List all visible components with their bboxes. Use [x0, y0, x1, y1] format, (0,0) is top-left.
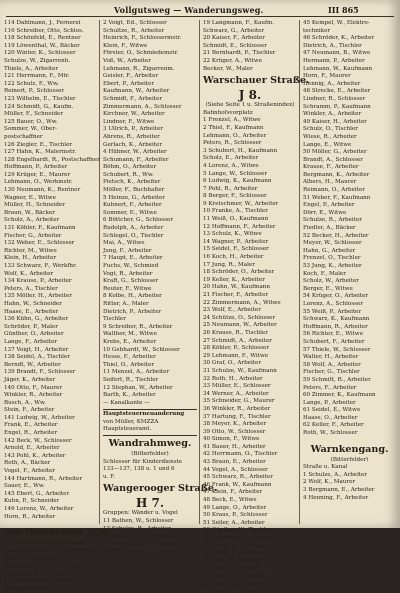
directory-entry: Tischler — [103, 316, 126, 323]
directory-entry: 114 Dahlmann, J., Fernerei — [4, 20, 81, 26]
directory-entry: 51 Weber, F., Kaufmann — [303, 194, 371, 201]
directory-entry: 10 Franke, A., Tischler — [203, 208, 268, 215]
directory-entry: 143 Pohl, K., Arbeiter — [4, 452, 66, 459]
directory-entry: 40 Simon, F., Witwe — [203, 436, 260, 443]
directory-entry: Hahn, W., Schneider — [4, 300, 62, 307]
directory-entry: Mai, A., Witwe — [103, 240, 145, 247]
header-rule — [6, 16, 394, 17]
directory-entry: 61 Seidel, E., Witwe — [303, 407, 361, 414]
directory-entry: 1 Schulze, A., Arbeiter — [303, 471, 368, 478]
directory-entry: 36 Winkler, R., Arbeiter — [203, 405, 271, 412]
directory-entry: 14 Wagner, P., Arbeiter — [203, 238, 269, 245]
directory-entry: 142 Beck, W., Schlosser — [4, 437, 72, 444]
directory-entry: Ahrens, R., Arbeiter — [103, 133, 160, 140]
directory-entry: Rechnungsrat F — [4, 585, 50, 592]
directory-entry: Arnold, E., Arbeiter — [4, 445, 60, 452]
directory-entry: 5 Lange, W., Schlosser — [203, 170, 267, 177]
directory-entry: 2 Thiel, F., Kaufmann — [203, 124, 264, 131]
directory-entry: 7 Haupt, E., Arbeiter — [103, 255, 163, 262]
street-map-grid-ref: J 8. — [238, 88, 262, 103]
directory-entry: Dietrich, P., Arbeiter — [103, 308, 162, 315]
directory-entry: 50 Möller, G., Arbeiter — [303, 149, 367, 156]
directory-entry: 46 Frank, W., Kaufmann — [203, 481, 272, 488]
directory-entry: 52 Günther, W., Tischler — [203, 527, 272, 534]
notice-name: Hauptsteuerneuanderung — [103, 411, 185, 418]
directory-entry: Winkler, R., Arbeiter — [4, 392, 63, 399]
directory-entry: Förster, O., Schmiedemstr. — [103, 50, 179, 57]
directory-entry: Lehmann, O., Arbeiter — [203, 132, 267, 139]
directory-entry: Haase, O., Arbeiter — [303, 414, 358, 421]
directory-entry: 56 Jahn, O., Arbeiter — [203, 557, 262, 564]
directory-entry: 1 Frenzel, A., Witwe — [203, 117, 261, 124]
directory-entry: Becker, W., Maler — [203, 65, 253, 72]
directory-entry: 8 Kolbe, H., Arbeiter — [103, 293, 162, 300]
directory-entry: Haase, E., Arbeiter — [4, 308, 59, 315]
directory-entry: 39 Otto, W., Schlosser — [203, 428, 266, 435]
directory-entry: 146 Lorenz, W., Arbeiter — [4, 506, 74, 512]
directory-entry: 27 Schmidt, A., Arbeiter — [203, 337, 272, 344]
entry-list — [203, 110, 297, 588]
directory-entry: 43 Braun, E., Arbeiter — [203, 459, 266, 466]
directory-entry: Schmidt, E., Schlosser — [203, 42, 267, 49]
directory-entry: Scholz, W., Arbeiter — [303, 278, 359, 285]
directory-entry: Schubert, R., Ww. — [103, 171, 154, 178]
directory-entry: Lange, F., Arbeiter — [4, 338, 58, 345]
directory-entry: 31 Schulze, W., Kaufmann — [203, 367, 277, 374]
directory-entry: Kaufmann, W., Arbeiter — [103, 88, 170, 95]
directory-entry: Lehmann, R., Zigarrenm. — [103, 65, 175, 72]
directory-entry: Meyer, W., Schlosser — [303, 240, 362, 247]
directory-entry: Albers, H., Maurer — [303, 179, 357, 186]
directory-entry: 4 Hübner, W., Arbeiter — [103, 149, 167, 156]
directory-entry: Busch, A., Ww. — [4, 399, 46, 406]
directory-entry: 13 Dahl, F., Postschaffner — [103, 533, 176, 540]
directory-entry: Frank, E., Arbeiter — [4, 422, 58, 429]
directory-entry: Peters, R., Schlosser — [203, 140, 262, 147]
directory-entry: 125 Bauer, O., Ww. — [4, 118, 58, 125]
directory-entry: Schwarz, K., Kaufmann — [303, 316, 370, 323]
directory-entry: Reinert, P., Schlosser — [4, 88, 65, 95]
directory-entry: 8 Berger, F., Schlosser — [203, 193, 267, 200]
directory-entry: 45 Kempel, W., Elektro- — [303, 20, 370, 26]
directory-entry: 30 Graf, O., Arbeiter — [203, 360, 262, 367]
street-heading-warnkengang: Warnkengang. — [310, 443, 389, 455]
directory-entry: Horn, F., Maurer — [303, 73, 351, 80]
directory-entry: Fischer, G., Tischler — [303, 369, 360, 376]
directory-entry: 51 Seiler, A., Arbeiter — [203, 519, 265, 526]
directory-entry: 9 Kretschmer, W., Arbeiter — [203, 200, 279, 207]
directory-entry: 2 Voigt, Ed., Schlosser — [103, 20, 167, 26]
directory-entry: Wolf, K., Arbeiter — [4, 270, 54, 277]
directory-entry: Scholz, A., Arbeiter — [4, 217, 60, 224]
directory-entry: 21 Fischer, F., Arbeiter — [203, 292, 269, 298]
directory-entry: 45 Schwarz, R., Arbeiter — [203, 474, 273, 481]
directory-entry: 50 Kraus, P., Schlosser — [203, 512, 268, 519]
directory-entry: 137 Voigt, H., Arbeiter — [4, 346, 69, 353]
directory-entry: Reuter, F., Witwe — [103, 285, 152, 292]
directory-entry: 47 Neumann, B., Witwe — [303, 50, 371, 57]
directory-entry: 124 Schmidt, G., Kaufm. — [4, 103, 74, 110]
column-divider — [299, 20, 300, 524]
directory-entry: 3 Ullrich, P., Arbeiter — [103, 126, 163, 133]
directory-entry: Pietsch, K., Arbeiter — [103, 179, 161, 186]
directory-entry: Fiedler, A., Bäcker — [303, 225, 356, 232]
directory-entry: 11 Bathen, W., Schlosser — [103, 518, 174, 525]
directory-entry: 53 Jung, K., Arbeiter — [303, 263, 362, 269]
directory-entry: 123 Wilhelm, E., Tischler — [4, 95, 76, 102]
directory-entry: Lindner, R., Schlosser — [303, 95, 366, 102]
directory-entry: 23 Wolf, E., Arbeiter — [203, 307, 261, 314]
directory-entry: 35 Schneider, G., Maurer — [203, 398, 275, 405]
directory-entry: Zimmermann, A., Schlosser — [103, 103, 182, 110]
directory-entry: Schumann, F., Arbeiter — [103, 156, 169, 163]
directory-entry: Schlosser 2. 8. u. Kreis — [4, 570, 70, 577]
directory-entry: Roth, W., Schlosser — [303, 430, 358, 437]
column-3 — [203, 20, 310, 587]
directory-entry: u. F. — [103, 473, 115, 480]
street-heading-note: (Bitterfelder) — [330, 456, 369, 463]
directory-entry: 59 Schmitt, R., Arbeiter — [303, 376, 371, 383]
directory-entry: Peters, F., Arbeiter — [303, 384, 357, 391]
directory-entry: Berger, E., Witwe — [303, 285, 353, 292]
directory-entry: Möller, F., Buchhalter — [103, 187, 165, 194]
directory-entry: 58 Wolf, A., Arbeiter — [303, 361, 361, 368]
directory-entry: Böhm, O., Arbeiter — [103, 164, 157, 171]
directory-entry: Lange, E., Witwe — [303, 141, 352, 148]
directory-entry: Hoffmann, P., Arbeiter — [4, 164, 68, 171]
directory-entry: Heinrich, F., Schlossermstr. — [103, 35, 182, 42]
directory-entry: Barth, K., Arbeiter — [103, 392, 156, 399]
directory-entry: Scholz, E., Arbeiter — [203, 155, 259, 162]
street-heading-wandrahmweg: Wandrahmweg. — [108, 438, 192, 450]
entry-list — [303, 20, 396, 438]
directory-entry: Richter, M., Witwe — [4, 247, 57, 254]
directory-entry: 17 Jung, R., Maler — [203, 261, 255, 268]
directory-entry: 119 Löwenthal, W., Bäcker — [4, 42, 80, 49]
directory-entry: Vogt, R., Arbeiter — [103, 270, 153, 277]
directory-entry: Ebert, P., Arbeiter — [103, 80, 155, 87]
directory-entry: Fuchs, W., Schmied — [103, 263, 159, 269]
directory-entry: 22 Krüger, A., Witwe — [203, 57, 263, 64]
directory-entry: Dietrich, A., Tischler — [303, 42, 362, 49]
directory-entry: 57 Thiele, W., Schlosser — [303, 346, 371, 353]
directory-entry: Müller, H., Schneider — [4, 202, 65, 209]
directory-entry: Thiele, A., Arbeiter — [4, 65, 59, 72]
directory-entry: Brandt, A., Schlosser — [303, 156, 363, 163]
directory-entry: Horn, R., Arbeiter — [4, 513, 56, 520]
directory-entry: 18 Schröder, O., Arbeiter — [203, 269, 275, 276]
entry-list — [103, 20, 197, 407]
directory-entry: 28 Köhler, P., Schlosser — [203, 345, 270, 352]
directory-entry: Günther, O., Arbeiter — [4, 331, 64, 338]
directory-entry: Kirchner, W., Arbeiter — [103, 111, 165, 118]
directory-entry: 20 Kaiser, F., Arbeiter — [203, 35, 265, 42]
directory-entry: 13 Schulz, K., Witwe — [203, 231, 262, 238]
street-heading-note: (Siehe Lietzenseebezirk) — [15, 540, 86, 547]
directory-entry: 11 Menzel, A., Arbeiter — [103, 369, 170, 376]
directory-entry: 44 Vogel, A., Schlosser — [203, 466, 268, 473]
directory-entry: 49 Lange, O., Arbeiter — [203, 504, 267, 511]
directory-entry: 144 Hartmann, R., Arbeiter — [4, 475, 83, 482]
street-heading-warschauer-strasse: Warschauer Straße. — [203, 75, 310, 87]
directory-entry: 132 Weber, E., Schlosser — [4, 240, 75, 247]
directory-entry: Schlosser für Kinderdienste — [103, 458, 183, 465]
directory-entry: 122 Schulz, F., Ww. — [4, 80, 59, 87]
directory-entry: 52 Becker, H., Arbeiter — [303, 232, 369, 239]
directory-entry: 32 Roth, H., Arbeiter — [203, 375, 263, 382]
directory-entry: 46 Schröder, K., Arbeiter — [303, 35, 375, 42]
directory-entry: Straße u. Kanal — [303, 464, 348, 471]
directory-entry: Ritter, A., Maler — [103, 300, 149, 307]
directory-entry: 141 Ludwig, W., Arbeiter — [4, 414, 75, 421]
directory-entry: 129 Krüger, E., Maurer — [4, 171, 71, 178]
directory-entry: 145 Ebert, G., Arbeiter — [4, 490, 70, 497]
directory-entry: 4 Henning, F., Arbeiter — [303, 494, 369, 501]
directory-entry: 140 Otto, F., Maurer — [4, 384, 63, 391]
directory-entry: 48 Strecke, E., Arbeiter — [303, 88, 371, 95]
directory-entry: Schwarz, G., Arbeiter — [203, 27, 265, 34]
column-divider — [199, 20, 200, 524]
street-heading-wangerooger-strasse: Wangerooger Straße. — [103, 483, 218, 495]
directory-entry: Schubert, F., Arbeiter — [303, 338, 365, 345]
directory-entry: 19 Keller, K., Arbeiter — [203, 276, 265, 283]
directory-entry: 37 Hartung, F., Tischler — [203, 413, 271, 420]
entry-list — [103, 510, 197, 556]
entry-list — [103, 459, 197, 482]
directory-entry: 118 Schönfeld, E., Rentner — [4, 35, 81, 42]
directory-entry: 12 Stephan, W., Arbeiter — [103, 384, 173, 391]
directory-entry: Sommer, E., Witwe — [103, 209, 157, 216]
directory-entry: postschaffner — [4, 133, 43, 140]
directory-entry: 60 Zimmer, K., Kaufmann — [303, 392, 376, 399]
directory-entry: 2 Schulze, Carl, Arbeiter — [4, 578, 75, 585]
directory-entry: 7 Pohl, R., Arbeiter — [203, 185, 258, 192]
directory-entry: Lange, P., Arbeiter — [303, 399, 356, 406]
directory-entry: 116 Schreiber, Otto, Schlos. — [4, 27, 84, 34]
directory-entry: 133—137, 138 u. 1 und 6 — [103, 466, 175, 473]
directory-entry: Lorenz, A., Schlosser — [303, 300, 363, 307]
directory-entry: 3 Bergmann, E., Arbeiter — [303, 487, 375, 494]
entry-list — [203, 20, 297, 73]
directory-entry: 59 Kuhn, F., Arbeiter — [203, 580, 263, 587]
directory-entry: 57 Horn, W., Witwe — [203, 565, 258, 572]
directory-entry: 24 Schütze, O., Schlosser — [203, 314, 276, 321]
directory-entry: Jung, F., Arbeiter — [103, 247, 152, 254]
directory-entry: Lehmann, W., Kaufmann — [303, 65, 373, 72]
directory-entry: Walther, M., Witwe — [103, 331, 158, 338]
directory-entry: Peters, A., Tischler — [4, 285, 58, 292]
directory-entry: Krebs, E., Arbeiter — [103, 338, 157, 345]
directory-entry: Sommer, W., Ober- — [4, 126, 57, 133]
directory-entry: Voß, W., Arbeiter — [103, 57, 151, 64]
directory-entry: 131 Köhler, F., Kaufmann — [4, 225, 76, 232]
header-street-range: Vollgutsweg — Wanderungsweg. — [114, 5, 264, 15]
directory-entry: Frieden Kelters u. 11 Sternweg — [4, 547, 94, 554]
directory-entry: — Kanalkante — — [103, 399, 150, 406]
directory-entry: 26 Krause, R., Tischler — [203, 329, 268, 336]
directory-entry: 127 Hahn, K., Malermstr. — [4, 149, 77, 156]
directory-entry: 58 Walter, E., Arbeiter — [203, 572, 267, 579]
directory-entry: 56 Richter, E., Witwe — [303, 331, 364, 338]
directory-entry: 15 Seidel, F., Schlosser — [203, 246, 269, 253]
directory-entry: 9 Schreiber, R., Arbeiter — [103, 323, 173, 330]
entry-list — [303, 464, 396, 502]
directory-entry: 33 Müller, E., Schlosser — [203, 383, 271, 390]
directory-entry: 38 Meyer, K., Arbeiter — [203, 421, 267, 428]
directory-entry: 139 Brandt, F., Schlosser — [4, 369, 76, 376]
directory-entry: Klein, F., Witwe — [103, 42, 148, 49]
directory-entry: Hoffmann, R., Arbeiter — [303, 323, 368, 330]
entry-list — [4, 548, 97, 593]
directory-entry: Wagner, E., Witwe — [4, 194, 56, 201]
directory-entry: Schramm, P., Kaufmann — [303, 103, 371, 110]
directory-entry: Dörr, E., Witwe — [303, 209, 347, 216]
directory-entry: 22 Zimmermann, A., Witwe — [203, 299, 281, 306]
directory-entry: Bahnhofsvorplatz — [203, 109, 253, 116]
notice-box — [103, 409, 197, 436]
directory-entry: 29 Lehmann, F., Witwe — [203, 352, 269, 359]
directory-entry: Gerlach, K., Arbeiter — [103, 141, 163, 148]
directory-entry: Berndt, W., Arbeiter — [4, 361, 61, 368]
directory-entry: 14 Engelhardt, A., Arbeiter — [103, 540, 181, 547]
directory-entry: 54 Meier, K., Arbeiter — [203, 542, 265, 549]
directory-entry: Fischer, G., Arbeiter — [4, 232, 62, 239]
notice-sub: von Müller, KMZZA — [103, 418, 159, 425]
directory-entry: Kuhnert, F., Arbeiter — [103, 202, 162, 209]
directory-entry: 41 Bauer, H., Arbeiter — [203, 443, 266, 450]
directory-entry: Geisler, F., Arbeiter — [103, 73, 159, 80]
directory-entry: techniker — [303, 27, 331, 34]
directory-entry: Winkler, A., Arbeiter — [303, 111, 362, 118]
directory-entry: Roth, A., Bäcker — [4, 460, 51, 467]
directory-entry: 120 Winter, K., Schlosser — [4, 50, 76, 57]
directory-entry: 20 Hahn, W., Kaufmann — [203, 284, 271, 291]
directory-entry: 12 Schulze, R., Arbeiter — [103, 525, 171, 532]
directory-entry: 10 Gebhardt, W., Schlosser — [103, 346, 180, 353]
directory-entry: 138 Seidel, A., Tischler — [4, 354, 70, 361]
directory-entry: 5 Heinze, G., Arbeiter — [103, 194, 165, 201]
directory-entry: Rudolph, A., Arbeiter — [103, 225, 164, 232]
directory-entry: 2 Wolf, K., Maurer — [303, 479, 356, 486]
directory-entry: 6 Ludwig, K., Kaufmann — [203, 178, 272, 185]
directory-entry: 42 Herrmann, O., Tischler — [203, 451, 278, 458]
directory-entry: 54 Krüger, O., Arbeiter — [303, 293, 369, 300]
directory-entry: Schulze, W., Zigarrenh. — [4, 57, 71, 64]
directory-entry: Tagen: Wohnung 1 — [4, 555, 57, 562]
directory-entry: Seifert, R., Tischler — [103, 376, 159, 383]
directory-entry: Gruppen: Wänder u. Vogel — [103, 510, 178, 517]
directory-entry: 48 Beck, E., Witwe — [203, 497, 257, 504]
directory-entry: 62 Keller, F., Arbeiter — [303, 422, 364, 429]
directory-entry: Bäcker — [103, 548, 123, 555]
entry-list — [4, 20, 100, 521]
directory-entry: 130 Neumann, K., Rentner — [4, 187, 81, 194]
directory-entry: Stein, F., Arbeiter — [4, 407, 55, 414]
directory-entry: Wiese, R., Arbeiter — [303, 133, 357, 140]
directory-entry: 135 Möller, H., Arbeiter — [4, 293, 72, 300]
directory-entry: 133 Schwarz, F., Werkfhr. — [4, 263, 77, 269]
directory-entry: 126 Ziegler, E., Tischler — [4, 141, 73, 148]
directory-entry: 12 Hoffmann, F., Arbeiter — [203, 223, 276, 230]
directory-entry: 34 Werner, A., Arbeiter — [203, 390, 269, 397]
directory-entry: Klein, H., Arbeiter — [4, 255, 57, 262]
directory-entry: 47 Klein, F., Arbeiter — [203, 489, 263, 496]
directory-entry: Hahn, G., Arbeiter — [303, 247, 356, 254]
directory-entry: 19 Langmann, F., Kaufm. — [203, 20, 275, 26]
directory-entry: Bergmann, K., Arbeiter — [303, 171, 370, 178]
header-page-number: III 865 — [328, 5, 359, 15]
street-heading-note: (Siehe Seite 1 u. Straßenindex) — [205, 102, 295, 109]
directory-entry: Lehmann, O., Werkmstr. — [4, 179, 73, 186]
directory-entry: 3 Schubert, H., Kaufmann — [203, 147, 278, 154]
column-2 — [103, 20, 218, 555]
directory-entry: 134 Krause, P., Arbeiter — [4, 278, 72, 285]
directory-entry: Lindner, F., Witwe — [103, 118, 155, 125]
column-4 — [303, 20, 396, 524]
directory-entry: 121 Herrmann, F., Mtr. — [4, 73, 70, 80]
directory-entry: 11 Weiß, O., Kaufmann — [203, 216, 269, 223]
directory-entry: 55 Weiß, P., Arbeiter — [303, 308, 362, 315]
directory-entry: Engel, P., Arbeiter — [303, 202, 355, 209]
street-map-grid-ref: H 7. — [135, 496, 165, 511]
directory-entry: Kuhn, P., Schneider — [4, 498, 60, 505]
directory-entry: Walter, H., Arbeiter — [303, 354, 359, 361]
directory-entry: 136 Kühn, G., Arbeiter — [4, 316, 69, 323]
directory-entry: 53 Schreiber, F., Arbeiter — [203, 535, 275, 541]
directory-entry: Schulze, R., Arbeiter — [303, 217, 362, 224]
street-heading-am-wandrahm: Am Wandrahm XO8. — [4, 527, 113, 539]
directory-entry: Engel, R., Arbeiter — [4, 430, 58, 437]
directory-entry: Jäger, K., Arbeiter — [4, 376, 56, 383]
directory-entry: 25 Neumann, W., Arbeiter — [203, 322, 277, 329]
notice-sub-2: Hauptsteueramt. — [103, 426, 152, 433]
column-divider — [99, 20, 100, 524]
directory-entry: Müller, F., Schneider — [4, 111, 64, 118]
directory-entry: Krause, F., Arbeiter — [303, 164, 359, 171]
directory-entry: Kraft, G., Schlosser — [103, 278, 159, 285]
directory-entry: Frenzel, O., Tischler — [303, 255, 361, 262]
directory-entry: Sauer, E., Ww. — [4, 483, 45, 490]
directory-entry: 55 Arndt, H., Schlosser — [203, 550, 270, 557]
street-heading-note: (Bitterfelder) — [131, 451, 169, 458]
directory-entry: Braun, W., Bäcker — [4, 209, 55, 216]
directory-entry: 6 Böttcher, G., Schlosser — [103, 217, 174, 224]
column-1 — [4, 20, 113, 592]
directory-entry: 4 Lorenz, A., Witwe — [203, 162, 259, 169]
directory-entry: 21 Bernhardt, P., Tischler — [203, 50, 276, 57]
directory-entry: 49 Kaiser, H., Arbeiter — [303, 118, 367, 125]
directory-entry: Koch, F., Maler — [303, 270, 346, 277]
directory-entry: 128 Engelhardt, R., Postschaffner — [4, 156, 100, 163]
page-header — [6, 2, 394, 18]
directory-entry: Schultze, R., Arbeiter — [103, 27, 165, 34]
directory-entry: Vogel, F., Arbeiter — [4, 468, 56, 475]
directory-entry: Schulz, O., Tischler — [303, 126, 358, 133]
directory-entry: Schlegel, O., Tischler — [103, 232, 164, 239]
directory-entry: Thiel, O., Arbeiter — [103, 361, 154, 368]
directory-entry: Schröder, P., Maler — [4, 323, 58, 330]
directory-entry: Schmidt, F., Arbeiter — [103, 95, 163, 102]
directory-entry: Hesse, F., Arbeiter — [103, 354, 156, 361]
directory-entry: 16 Koch, H., Arbeiter — [203, 254, 264, 261]
directory-entry: Hermann, P., Arbeiter — [303, 57, 365, 64]
directory-entry: Hennig, A., Arbeiter — [303, 80, 361, 87]
directory-entry: Reimann, O., Arbeiter — [303, 187, 365, 194]
directory-entry: Baumstraße 8 u. 10 W. Beck. — [4, 562, 86, 569]
